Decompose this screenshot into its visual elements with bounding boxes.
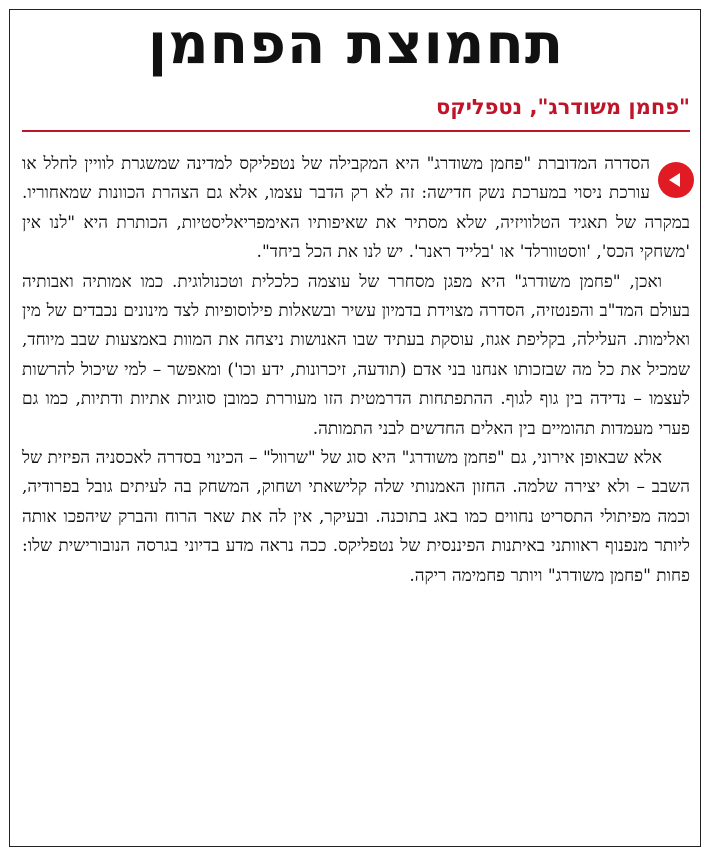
article-subtitle: "פחמן משודרג", נטפליקס [435, 95, 690, 119]
article-title: תחמוצת הפחמן [147, 12, 565, 77]
subtitle-divider [22, 130, 690, 132]
article-paragraph: אלא שבאופן אירוני, גם "פחמן משודרג" היא סוג של "שרוול" – הכינוי בסדרה לאכסניה הפיזית של השבב – ולא יצירה שלמה. החזון האמנותי שלה קלישאתי ושחוק, המשחק בה לעיתים גובל בפרודיה, וכמה מפיתולי התסריט נחווים כמו באג בתוכנה. ובעיקר, אין לה את שאר הרוח והברק שיהפכו אותה ליותר מנפנוף ראוותני באיתנות הפיננסית של נטפליקס. ככה נראה מדע בדיוני בגרסה הנובורישית שלו: פחות "פחמן משודרג" ויותר פחמימה ריקה. [22, 448, 690, 586]
article-body [22, 150, 690, 591]
article-paragraph: הסדרה המדוברת "פחמן משודרג" היא המקבילה של נטפליקס למדינה שמשגרת לוויין לחלל או עורכת ניסוי במערכת נשק חדישה: זה לא רק הדבר עצמו, אלא גם הצהרת הכוונות שמאחוריו. במקרה של תאגיד הטלוויזיה, שלא מסתיר את שאיפותיו האימפריאליסטיות, הכותרת היא "לנו אין 'משחקי הכס', 'ווסטוורלד' או 'בלייד ראנר'. יש לנו את הכל ביחד". [22, 154, 690, 263]
article-paragraph: ואכן, "פחמן משודרג" היא מפגן מסחרר של עוצמה כלכלית וטכנולוגית. כמו אמותיה ואבותיה בעולם המד"ב והפנטזיה, הסדרה מצוידת בדמיון עשיר ובשאלות פילוסופיות לצד מינונים נכבדים של מין ואלימות. העלילה, בקליפת אגוז, עוסקת בעתיד שבו האנושות ניצחה את המוות באמצעות שבב מיוחד, שמכיל את כל מה שבזכותו אנחנו בני אדם (תודעה, זיכרונות, ידע וכו') ומאפשר – למי שיכול להרשות לעצמו – נדידה בין גוף לגוף. ההתפתחות הדרמטית הזו מעוררת כמובן סוגיות אתיות ודתיות, כמו גם פערי מעמדות תהומיים בין האלים החדשים לבני התמותה. [22, 271, 690, 439]
